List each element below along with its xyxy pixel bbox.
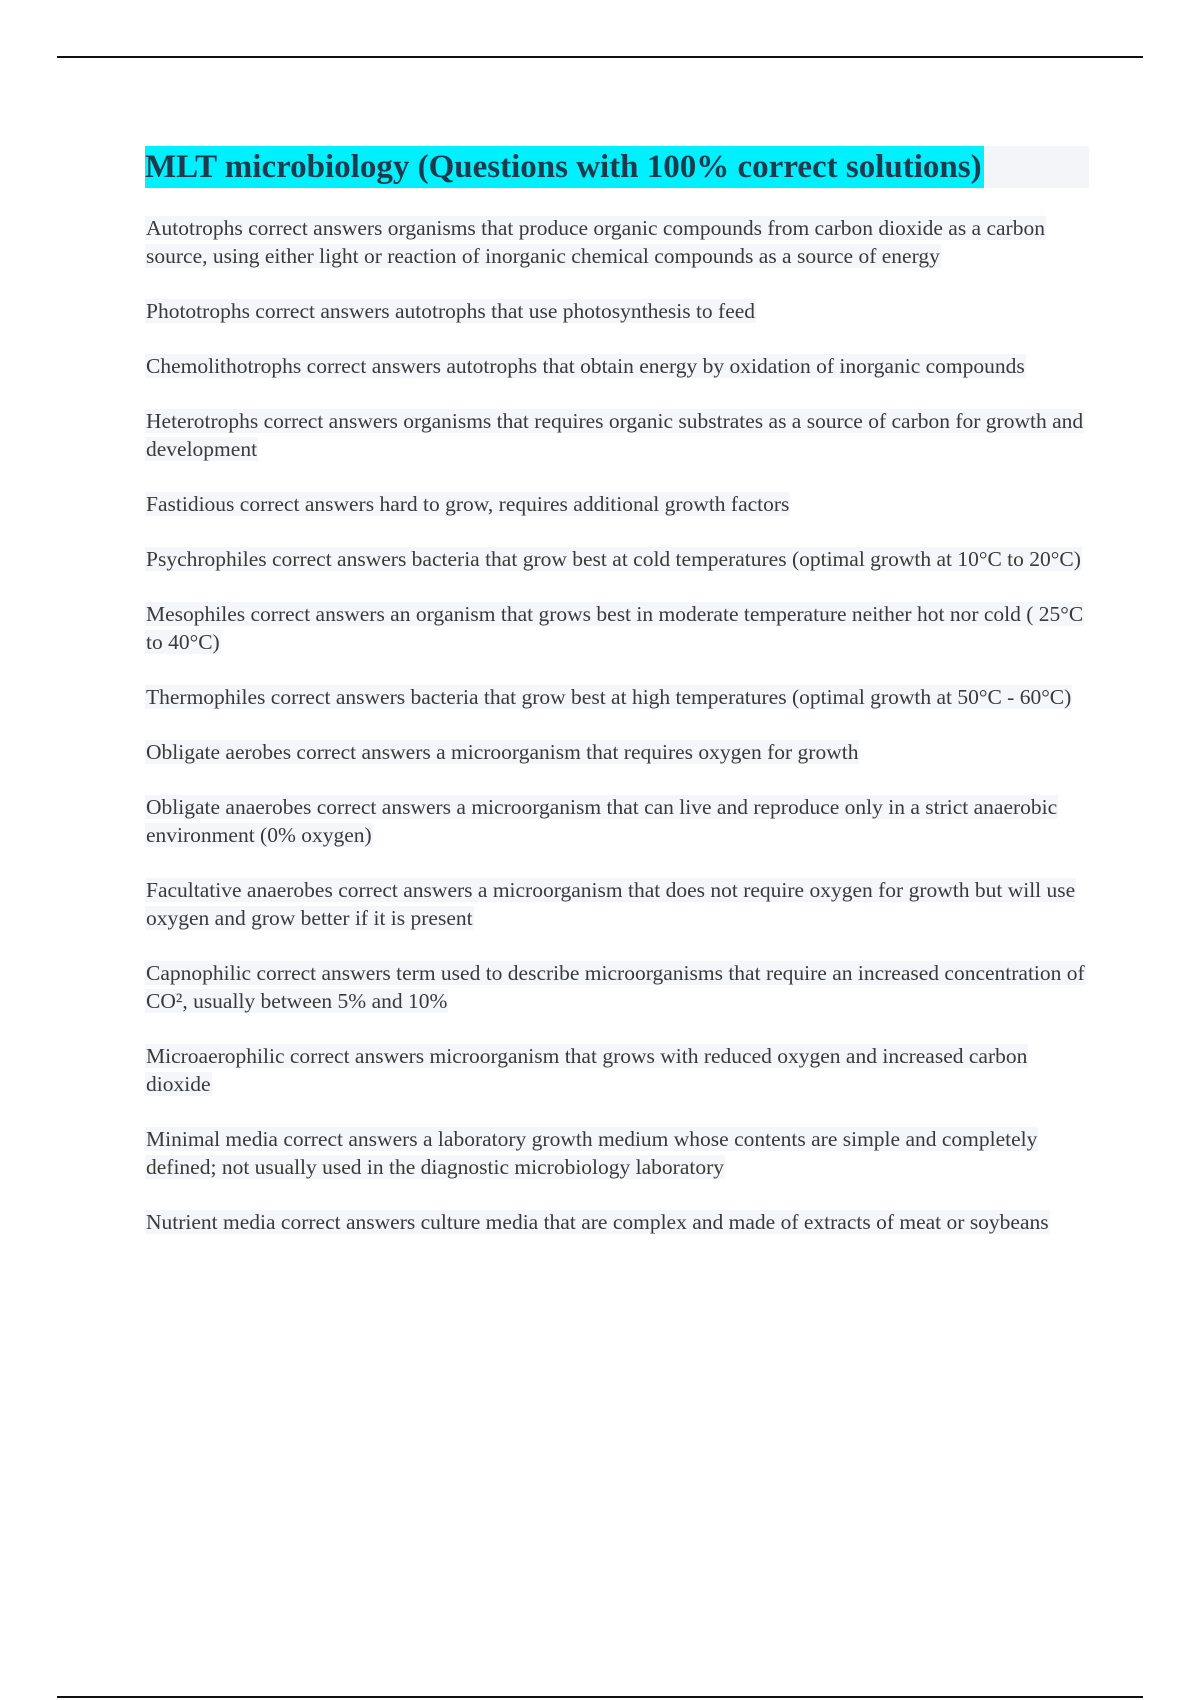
qa-item	[145, 407, 1089, 463]
qa-item	[145, 600, 1089, 656]
qa-item	[145, 1042, 1089, 1098]
qa-text: Fastidious correct answers hard to grow, requires additional growth factors	[146, 492, 790, 516]
qa-item	[145, 214, 1089, 270]
qa-item	[145, 683, 1089, 711]
qa-item	[145, 959, 1089, 1015]
qa-text: Capnophilic correct answers term used to describe microorganisms that require an increased concentration of CO², usually between 5% and 10%	[146, 961, 1085, 1013]
qa-item	[145, 793, 1089, 849]
document-title: MLT microbiology (Questions with 100% correct solutions)	[145, 146, 984, 188]
qa-text: Thermophiles correct answers bacteria that grow best at high temperatures (optimal growth at 50°C - 60°C)	[146, 685, 1072, 709]
top-rule	[57, 56, 1143, 58]
qa-item	[145, 297, 1089, 325]
qa-list	[145, 214, 1089, 1236]
qa-item	[145, 876, 1089, 932]
qa-item	[145, 1208, 1089, 1236]
document-body	[145, 146, 1089, 1263]
qa-text: Facultative anaerobes correct answers a microorganism that does not require oxygen for growth but will use oxygen and grow better if it is present	[146, 878, 1076, 930]
qa-text: Phototrophs correct answers autotrophs that use photosynthesis to feed	[146, 299, 756, 323]
qa-text: Obligate aerobes correct answers a microorganism that requires oxygen for growth	[146, 740, 859, 764]
qa-text: Heterotrophs correct answers organisms that requires organic substrates as a source of carbon for growth and development	[146, 409, 1084, 461]
bottom-rule	[57, 1696, 1143, 1698]
qa-text: Obligate anaerobes correct answers a microorganism that can live and reproduce only in a strict anaerobic environment (0% oxygen)	[146, 795, 1058, 847]
qa-text: Autotrophs correct answers organisms that produce organic compounds from carbon dioxide as a carbon source, using either light or reaction of inorganic chemical compounds as a source of energy	[146, 216, 1045, 268]
qa-text: Chemolithotrophs correct answers autotrophs that obtain energy by oxidation of inorganic compounds	[146, 354, 1025, 378]
qa-text: Psychrophiles correct answers bacteria that grow best at cold temperatures (optimal growth at 10°C to 20°C)	[146, 547, 1081, 571]
qa-item	[145, 352, 1089, 380]
qa-item	[145, 738, 1089, 766]
qa-item	[145, 490, 1089, 518]
qa-text: Microaerophilic correct answers microorganism that grows with reduced oxygen and increased carbon dioxide	[146, 1044, 1028, 1096]
qa-text: Mesophiles correct answers an organism that grows best in moderate temperature neither hot nor cold ( 25°C to 40°C)	[146, 602, 1084, 654]
qa-text: Nutrient media correct answers culture media that are complex and made of extracts of meat or soybeans	[146, 1210, 1049, 1234]
qa-item	[145, 545, 1089, 573]
qa-item	[145, 1125, 1089, 1181]
qa-text: Minimal media correct answers a laboratory growth medium whose contents are simple and completely defined; not usually used in the diagnostic microbiology laboratory	[146, 1127, 1038, 1179]
title-block	[145, 146, 1089, 188]
